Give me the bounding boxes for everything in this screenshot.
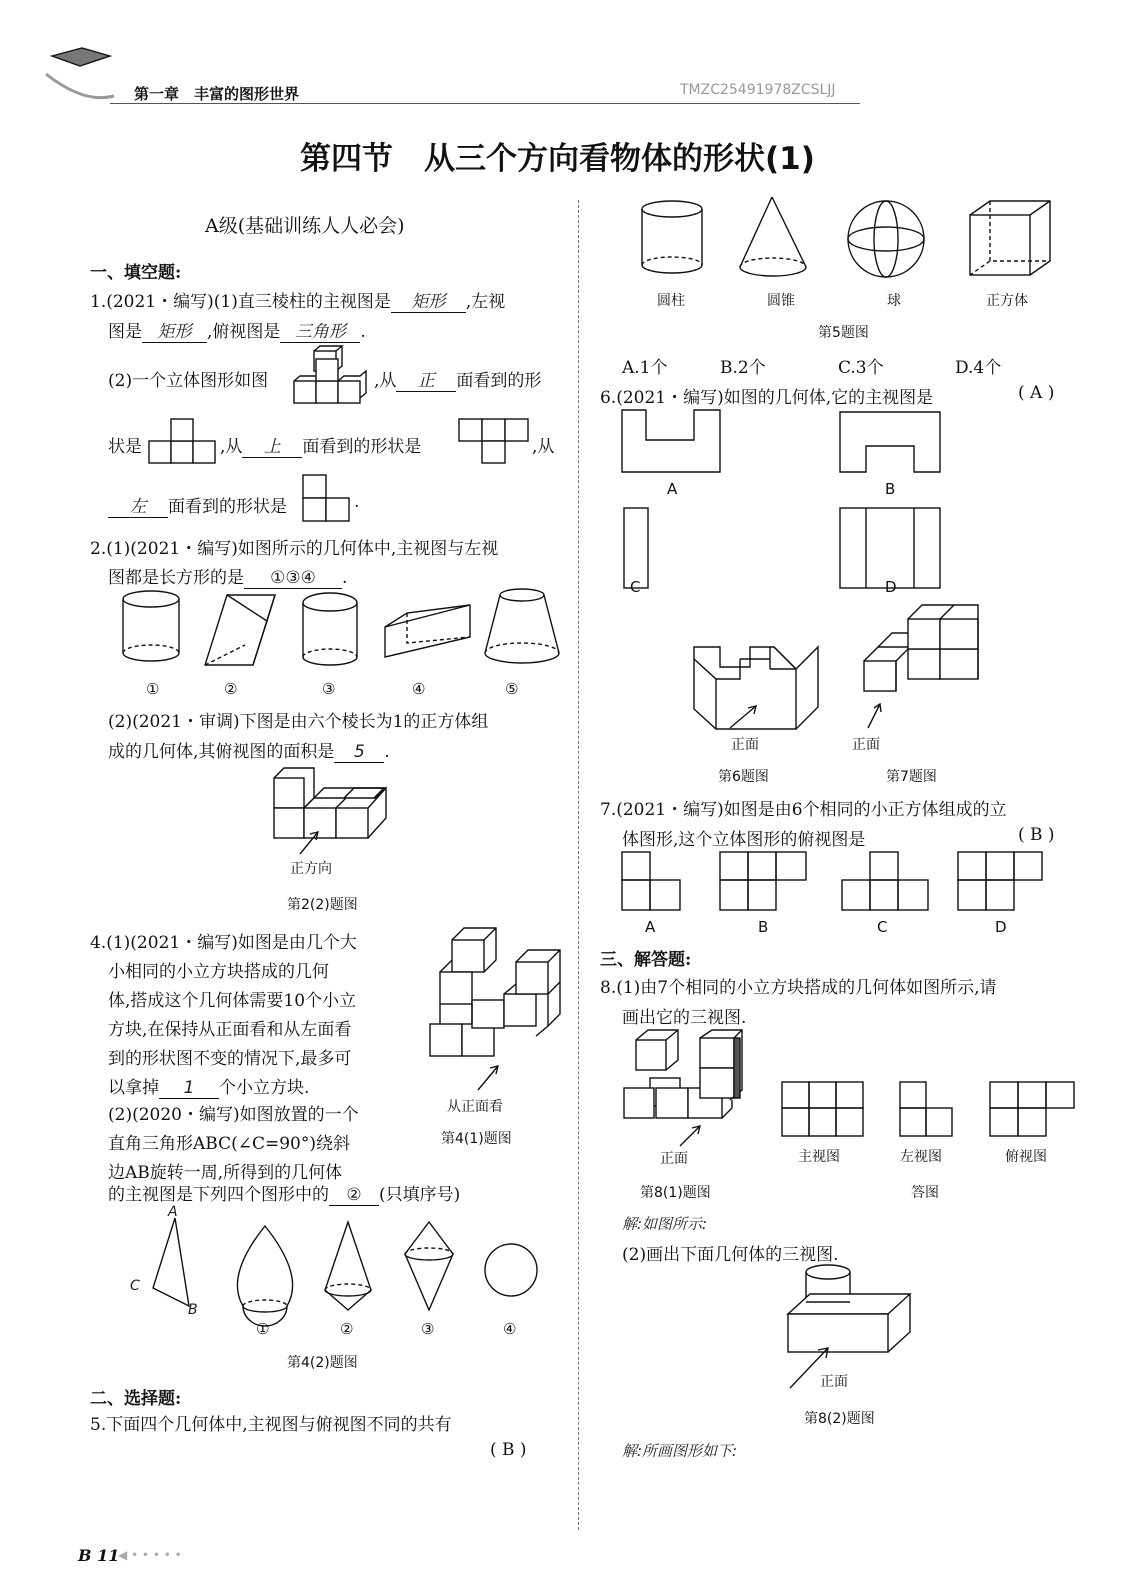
q7-opt-c: C xyxy=(877,918,888,936)
header-chapter: 第一章 丰富的图形世界 xyxy=(134,85,300,103)
q8-solution2: 解:所画图形如下: xyxy=(622,1442,738,1460)
q5-shapes xyxy=(630,193,1070,283)
q2-part2-line2: 成的几何体,其俯视图的面积是 5 . xyxy=(108,742,390,762)
q4-line2: 小相同的小立方块搭成的几何 xyxy=(108,962,329,982)
q8-line2: 画出它的三视图. xyxy=(622,1008,747,1028)
q2-arrow-icon xyxy=(296,826,326,856)
q8-three-views xyxy=(780,1080,1080,1140)
q4-part2-line1: (2)(2020・编写)如图放置的一个 xyxy=(108,1105,359,1125)
section-choice: 二、选择题: xyxy=(90,1389,182,1409)
q4-opt-label-1: ① xyxy=(256,1320,270,1338)
q7-caption: 第7题图 xyxy=(886,769,937,785)
footer-dots: ◀ • • • • • xyxy=(118,1548,182,1562)
q1-top-view xyxy=(458,417,530,467)
q4-opt-label-2: ② xyxy=(340,1320,354,1338)
q8-part2: (2)画出下面几何体的三视图. xyxy=(622,1245,839,1265)
q5-option-d: D.4个 xyxy=(955,358,1002,378)
q2-label-3: ③ xyxy=(322,680,336,698)
q6-answer: ( A ) xyxy=(1018,383,1055,403)
level-heading: A级(基础训练人人必会) xyxy=(205,215,405,237)
q6-opt-b: B xyxy=(885,480,896,498)
q6-opt-d: D xyxy=(885,578,897,596)
q2-label-2: ② xyxy=(224,680,238,698)
q7-options xyxy=(620,850,1040,915)
q5-shape-label-3: 球 xyxy=(887,293,901,309)
q5-shape-label-4: 正方体 xyxy=(986,293,1028,309)
q8-solution1: 解:如图所示: xyxy=(622,1215,708,1233)
q4-part2-line3: 边AB旋转一周,所得到的几何体 xyxy=(108,1163,343,1183)
q7-line1: 7.(2021・编写)如图是由6个相同的小正方体组成的立 xyxy=(600,800,1007,820)
q4-cube-figure xyxy=(428,920,563,1065)
q7-cube-figure xyxy=(860,603,985,698)
q6-opt-c: C xyxy=(630,578,641,596)
q8-direction2: 正面 xyxy=(820,1374,848,1390)
q5-answer: ( B ) xyxy=(490,1440,527,1460)
q4-direction-label: 从正面看 xyxy=(447,1099,503,1115)
q7-line2: 体图形,这个立体图形的俯视图是 xyxy=(622,830,866,850)
section-fill-blank: 一、填空题: xyxy=(90,263,182,283)
q8-view-label-top: 俯视图 xyxy=(1005,1149,1047,1165)
q2-line1: 2.(1)(2021・编写)如图所示的几何体中,主视图与左视 xyxy=(90,539,499,559)
q1-line2: 图是 矩形 ,俯视图是 三角形 . xyxy=(108,317,366,343)
q7-opt-d: D xyxy=(995,918,1007,936)
q1-front-view xyxy=(148,417,218,467)
graduation-cap-icon xyxy=(44,44,114,104)
q4-arrow-icon xyxy=(474,1062,504,1092)
q1-part2-line2c: ,从 xyxy=(532,437,555,457)
q1-part2-line1b: ,从 正 面看到的形 xyxy=(374,366,541,392)
q4-part2-line4: 的主视图是下列四个图形中的 ② (只填序号) xyxy=(108,1185,461,1205)
q4-line3: 体,搭成这个几何体需要10个小立 xyxy=(108,991,357,1011)
q8-caption3: 第8(2)题图 xyxy=(804,1411,875,1427)
q1-part2-line2a: 状是 xyxy=(108,437,142,457)
q8-cube-figure xyxy=(622,1028,747,1123)
q1-part2-line3: 左 面看到的形状是 xyxy=(108,492,287,518)
column-divider xyxy=(578,200,579,1530)
q5-caption: 第5题图 xyxy=(818,325,869,341)
q2-label-5: ⑤ xyxy=(505,680,519,698)
q6-caption: 第6题图 xyxy=(718,769,769,785)
q5-option-a: A.1个 xyxy=(622,358,668,378)
q4-line5: 到的形状图不变的情况下,最多可 xyxy=(108,1049,352,1069)
q8-caption1: 第8(1)题图 xyxy=(640,1185,711,1201)
q4-line4: 方块,在保持从正面看和从左面看 xyxy=(108,1020,352,1040)
q6-arrow-icon xyxy=(726,700,762,730)
q1-left-view xyxy=(302,473,354,523)
q8-line1: 8.(1)由7个相同的小立方块搭成的几何体如图所示,请 xyxy=(600,978,997,998)
q2-label-4: ④ xyxy=(412,680,426,698)
q1-line1: 1.(2021・编写)(1)直三棱柱的主视图是 矩形 ,左视 xyxy=(90,287,505,313)
q1-part2-line1: (2)一个立体图形如图 xyxy=(108,371,269,391)
q6-text: 6.(2021・编写)如图的几何体,它的主视图是 xyxy=(600,388,934,408)
q8-view-label-front: 主视图 xyxy=(798,1149,840,1165)
q6-solid-figure xyxy=(692,637,832,727)
tri-vertex-c: C xyxy=(130,1278,140,1294)
tri-vertex-b: B xyxy=(188,1302,198,1318)
q1-part2-line3-end: . xyxy=(354,492,360,512)
header-rule xyxy=(110,103,860,104)
q8-part2-figure xyxy=(780,1262,920,1352)
q5-text: 5.下面四个几何体中,主视图与俯视图不同的共有 xyxy=(90,1415,452,1435)
q4-part2-line2: 直角三角形ABC(∠C=90°)绕斜 xyxy=(108,1134,350,1154)
q7-answer: ( B ) xyxy=(1018,825,1055,845)
q2-caption: 第2(2)题图 xyxy=(287,897,358,913)
q2-direction-label: 正方向 xyxy=(290,861,332,877)
q4-caption1: 第4(1)题图 xyxy=(441,1131,512,1147)
q8-view-label-left: 左视图 xyxy=(900,1149,942,1165)
q2-label-1: ① xyxy=(146,680,160,698)
page-number: B 11 xyxy=(78,1546,120,1565)
section-answer: 三、解答题: xyxy=(600,950,692,970)
q7-arrow-icon xyxy=(862,698,886,730)
tri-vertex-a: A xyxy=(168,1204,178,1220)
q4-line6: 以拿掉 1 个小立方块. xyxy=(108,1078,310,1098)
q4-opt-label-4: ④ xyxy=(503,1320,517,1338)
q2-cube-figure xyxy=(272,760,397,850)
q5-shape-label-1: 圆柱 xyxy=(657,293,685,309)
q6-opt-a: A xyxy=(667,480,678,498)
q7-opt-b: B xyxy=(758,918,769,936)
header-code: TMZC25491978ZCSLJJ xyxy=(680,82,836,98)
q7-direction: 正面 xyxy=(852,737,880,753)
q2-line2: 图都是长方形的是 ①③④ . xyxy=(108,568,348,588)
q1-part2-line2b: ,从 上 面看到的形状是 xyxy=(220,432,421,458)
q8-arrow-icon xyxy=(676,1120,706,1148)
q2-part2-line1: (2)(2021・审调)下图是由六个棱长为1的正方体组 xyxy=(108,712,489,732)
q8-direction: 正面 xyxy=(660,1151,688,1167)
q5-option-b: B.2个 xyxy=(720,358,766,378)
page-title: 第四节 从三个方向看物体的形状(1) xyxy=(300,141,815,177)
q6-direction: 正面 xyxy=(731,737,759,753)
q4-opt-label-3: ③ xyxy=(421,1320,435,1338)
q8-caption2: 答图 xyxy=(911,1185,939,1201)
q4-caption2: 第4(2)题图 xyxy=(287,1355,358,1371)
q5-shape-label-2: 圆锥 xyxy=(767,293,795,309)
q1-solid-figure xyxy=(292,345,372,410)
q5-option-c: C.3个 xyxy=(838,358,884,378)
q2-solids xyxy=(115,587,555,677)
q4-line1: 4.(1)(2021・编写)如图是由几个大 xyxy=(90,933,357,953)
q7-opt-a: A xyxy=(645,918,656,936)
